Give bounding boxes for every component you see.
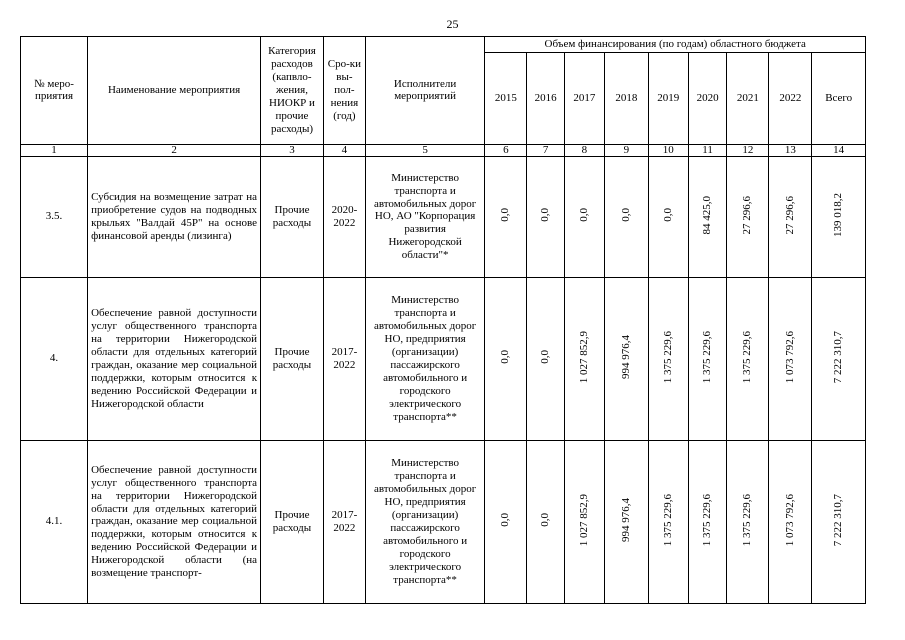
row-value-2017: 1 027 852,9: [565, 277, 605, 440]
column-number: 2: [88, 144, 261, 156]
header-num: № меро-приятия: [21, 37, 88, 145]
row-value-2019: 1 375 229,6: [648, 277, 688, 440]
row-value-2019: 0,0: [648, 156, 688, 277]
row-value-total: 7 222 310,7: [812, 440, 866, 603]
column-number: 4: [323, 144, 365, 156]
header-name: Наименование мероприятия: [88, 37, 261, 145]
row-category: Прочие расходы: [261, 440, 324, 603]
header-terms: Сро-ки вы-пол-нения (год): [323, 37, 365, 145]
header-year: 2021: [727, 52, 769, 144]
row-value-2018: 994 976,4: [604, 440, 648, 603]
row-value-total: 139 018,2: [812, 156, 866, 277]
row-value-2020: 84 425,0: [688, 156, 727, 277]
header-year: 2015: [485, 52, 527, 144]
column-numbers-row: [21, 144, 866, 156]
page-number: 25: [446, 17, 459, 31]
row-executors: Министерство транспорта и автомобильных дорог НО, предприятия (организации) пассажирского автомобильного и городского электрического транспорта**: [365, 277, 485, 440]
row-category: Прочие расходы: [261, 156, 324, 277]
row-name: Обеспечение равной доступности услуг общественного транспорта на территории Нижегородской области для отдельных категорий граждан, оказание мер социальной поддержки, которым относится к ведению Российской Федерации и Нижегородской области: [88, 277, 261, 440]
header-row-top: [21, 37, 866, 53]
row-value-total: 7 222 310,7: [812, 277, 866, 440]
column-number: 12: [727, 144, 769, 156]
row-value-2015: 0,0: [485, 277, 527, 440]
column-number: 8: [565, 144, 605, 156]
row-executors: Министерство транспорта и автомобильных дорог НО, предприятия (организации) пассажирского автомобильного и городского электрического транспорта**: [365, 440, 485, 603]
row-executors: Министерство транспорта и автомобильных дорог НО, АО "Корпорация развития Нижегородской области"*: [365, 156, 485, 277]
row-value-2021: 27 296,6: [727, 156, 769, 277]
row-value-2016: 0,0: [527, 277, 565, 440]
row-terms: 2017-2022: [323, 277, 365, 440]
row-value-2018: 0,0: [604, 156, 648, 277]
row-value-2019: 1 375 229,6: [648, 440, 688, 603]
header-year: 2020: [688, 52, 727, 144]
column-number: 11: [688, 144, 727, 156]
row-value-2022: 1 073 792,6: [769, 440, 812, 603]
column-number: 9: [604, 144, 648, 156]
funding-table: [20, 36, 866, 604]
row-value-2022: 1 073 792,6: [769, 277, 812, 440]
row-value-2021: 1 375 229,6: [727, 440, 769, 603]
column-number: 10: [648, 144, 688, 156]
header-year: 2016: [527, 52, 565, 144]
row-value-2016: 0,0: [527, 440, 565, 603]
row-num: 4.: [21, 277, 88, 440]
row-name: Субсидия на возмещение затрат на приобретение судов на подводных крыльях "Валдай 45Р" на основе финансовой аренды (лизинга): [88, 156, 261, 277]
row-category: Прочие расходы: [261, 277, 324, 440]
column-number: 13: [769, 144, 812, 156]
row-value-2020: 1 375 229,6: [688, 277, 727, 440]
row-value-2020: 1 375 229,6: [688, 440, 727, 603]
row-value-2017: 1 027 852,9: [565, 440, 605, 603]
row-terms: 2017-2022: [323, 440, 365, 603]
row-value-2021: 1 375 229,6: [727, 277, 769, 440]
row-num: 4.1.: [21, 440, 88, 603]
header-executors: Исполнители мероприятий: [365, 37, 485, 145]
row-value-2015: 0,0: [485, 440, 527, 603]
table-row: [21, 277, 866, 440]
header-category: Категория расходов (капвло-жения, НИОКР и прочие расходы): [261, 37, 324, 145]
row-value-2015: 0,0: [485, 156, 527, 277]
table-row: [21, 156, 866, 277]
row-name: Обеспечение равной доступности услуг общественного транспорта на территории Нижегородской области для отдельных категорий граждан, оказание мер социальной поддержки, которым относится к ведению Российской Федерации и Нижегородской области (на возмещение транспорт-: [88, 440, 261, 603]
row-num: 3.5.: [21, 156, 88, 277]
header-year: 2018: [604, 52, 648, 144]
column-number: 3: [261, 144, 324, 156]
header-total: Всего: [812, 52, 866, 144]
row-value-2022: 27 296,6: [769, 156, 812, 277]
row-value-2018: 994 976,4: [604, 277, 648, 440]
row-value-2017: 0,0: [565, 156, 605, 277]
column-number: 7: [527, 144, 565, 156]
column-number: 6: [485, 144, 527, 156]
column-number: 14: [812, 144, 866, 156]
column-number: 1: [21, 144, 88, 156]
header-funding-group: Объем финансирования (по годам) областного бюджета: [485, 37, 866, 53]
header-year: 2017: [565, 52, 605, 144]
column-number: 5: [365, 144, 485, 156]
header-year: 2019: [648, 52, 688, 144]
row-terms: 2020-2022: [323, 156, 365, 277]
header-year: 2022: [769, 52, 812, 144]
row-value-2016: 0,0: [527, 156, 565, 277]
table-row: [21, 440, 866, 603]
